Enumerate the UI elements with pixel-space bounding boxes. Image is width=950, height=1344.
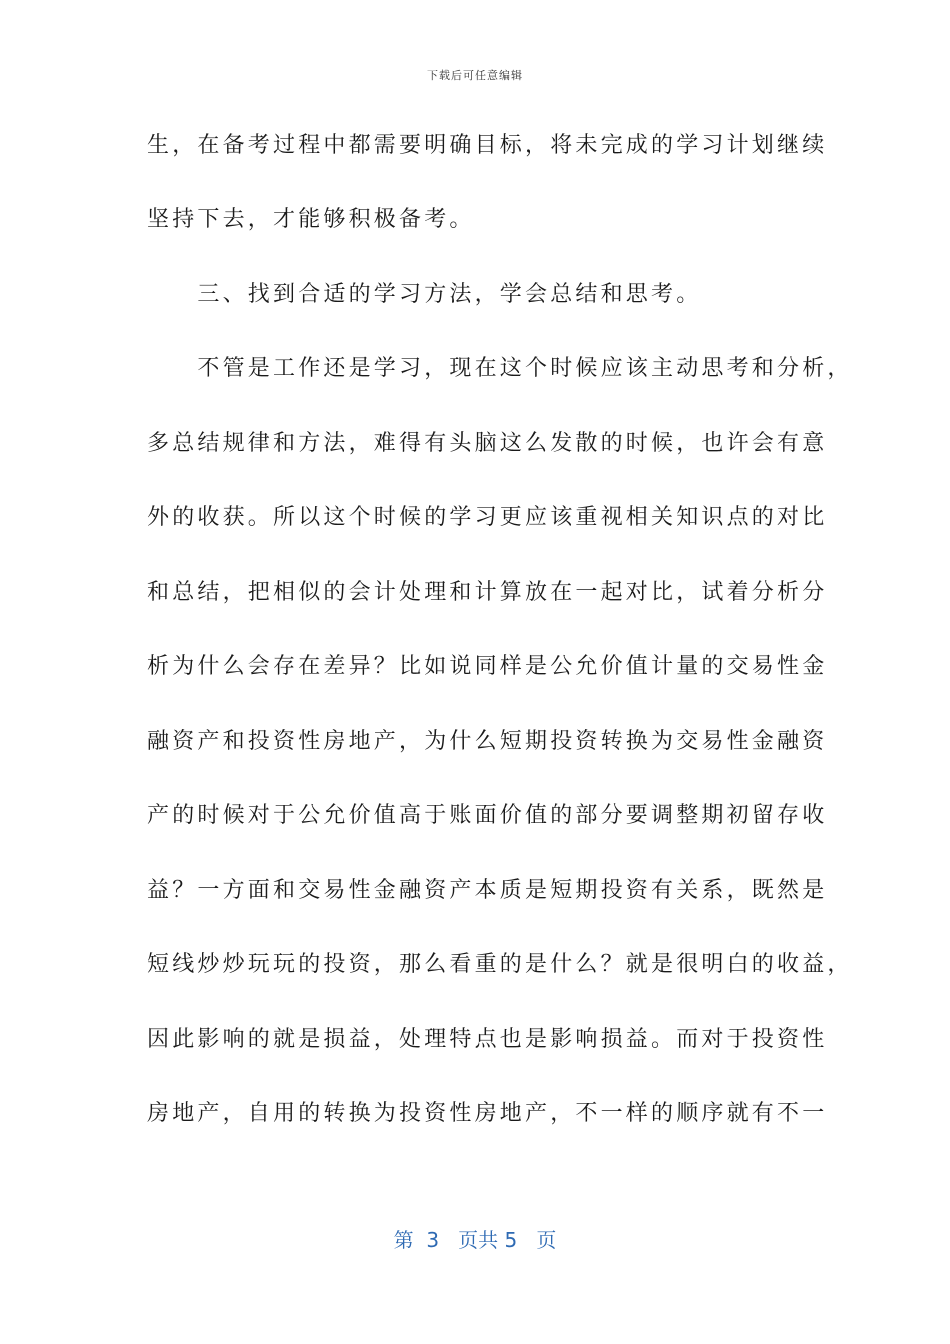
- body-line: 析为什么会存在差异？比如说同样是公允价值计量的交易性金: [147, 654, 828, 679]
- body-line: 坚持下去，才能够积极备考。: [147, 207, 475, 232]
- body-line: 短线炒炒玩玩的投资，那么看重的是什么？就是很明白的收益，: [147, 952, 853, 977]
- body-line: 多总结规律和方法，难得有头脑这么发散的时候，也许会有意: [147, 431, 828, 456]
- body-line: 不管是工作还是学习，现在这个时候应该主动思考和分析，: [147, 356, 853, 381]
- body-line: 房地产，自用的转换为投资性房地产，不一样的顺序就有不一: [147, 1101, 828, 1126]
- body-line: 和总结，把相似的会计处理和计算放在一起对比，试着分析分: [147, 580, 828, 605]
- body-line: 外的收获。所以这个时候的学习更应该重视相关知识点的对比: [147, 505, 828, 530]
- body-line: 生，在备考过程中都需要明确目标，将未完成的学习计划继续: [147, 133, 828, 158]
- body-line: 益？一方面和交易性金融资产本质是短期投资有关系，既然是: [147, 878, 828, 903]
- page-number: 第 3 页共 5 页: [393, 1228, 557, 1252]
- section-heading: 三、找到合适的学习方法，学会总结和思考。: [147, 282, 702, 307]
- body-line: 融资产和投资性房地产，为什么短期投资转换为交易性金融资: [147, 729, 828, 754]
- body-line: 因此影响的就是损益，处理特点也是影响损益。而对于投资性: [147, 1027, 828, 1052]
- body-line: 产的时候对于公允价值高于账面价值的部分要调整期初留存收: [147, 803, 828, 828]
- header-note: 下载后可任意编辑: [427, 69, 523, 82]
